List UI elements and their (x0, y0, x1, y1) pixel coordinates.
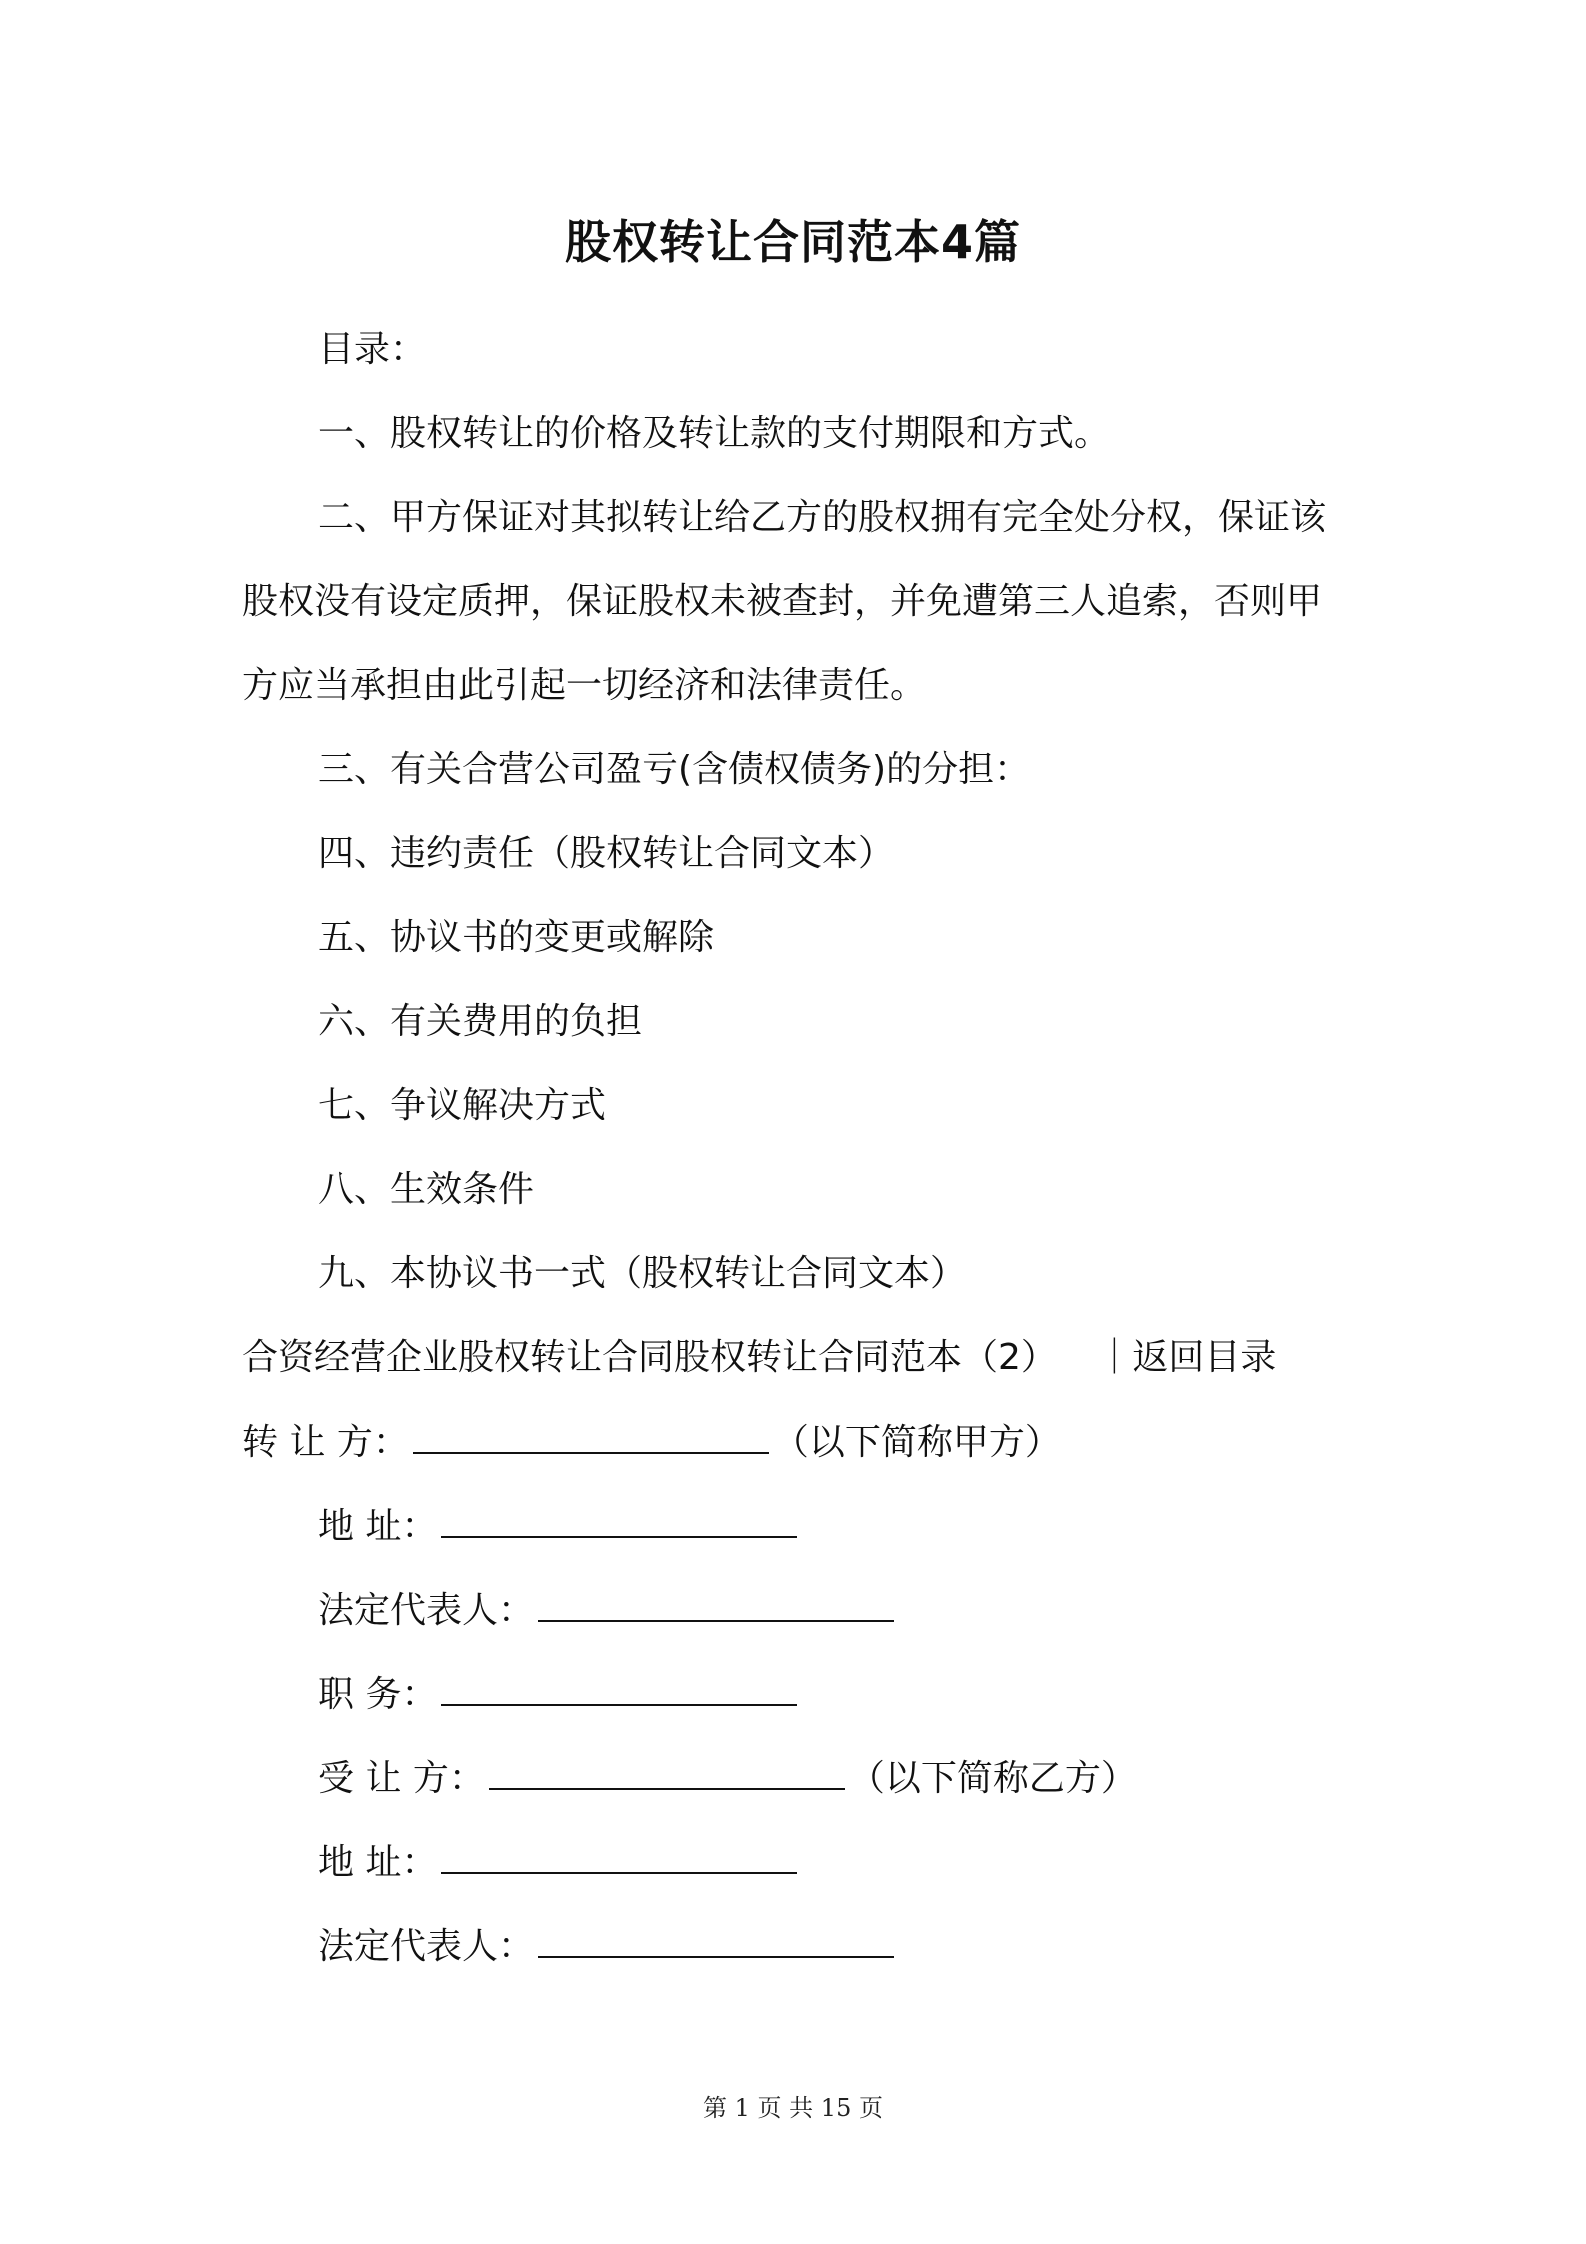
transferor-legal-rep-blank[interactable] (538, 1586, 894, 1622)
transferee-legal-rep-label: 法定代表人： (318, 1926, 535, 1967)
position-label: 职 务： (318, 1674, 438, 1715)
transferee-suffix: （以下简称乙方） (848, 1758, 1137, 1799)
transferee-blank[interactable] (489, 1754, 845, 1790)
transferee-legal-rep-blank[interactable] (538, 1922, 894, 1958)
transferor-suffix: （以下简称甲方） (772, 1422, 1061, 1463)
toc-item-7: 七、争议解决方式 (318, 1085, 607, 1126)
position-blank[interactable] (441, 1670, 797, 1706)
toc-item-9: 九、本协议书一式（股权转让合同文本） (318, 1253, 967, 1294)
toc-item-4: 四、违约责任（股权转让合同文本） (318, 833, 895, 874)
transferor-label: 转 让 方： (242, 1422, 409, 1463)
toc-item-2-cont-2: 方应当承担由此引起一切经济和法律责任。 (242, 665, 927, 706)
toc-item-8: 八、生效条件 (318, 1169, 535, 1210)
toc-item-5: 五、协议书的变更或解除 (318, 917, 715, 958)
document-title: 股权转让合同范本4篇 (564, 215, 1021, 269)
toc-item-6: 六、有关费用的负担 (318, 1001, 643, 1042)
page-number-footer: 第 1 页 共 15 页 (703, 2094, 883, 2122)
transferor-address-row (318, 1502, 801, 1551)
transferee-label: 受 让 方： (318, 1758, 485, 1799)
transferor-legal-rep-row (318, 1586, 898, 1635)
transferor-address-blank[interactable] (441, 1502, 797, 1538)
transferor-row (242, 1418, 1061, 1467)
toc-item-3: 三、有关合营公司盈亏(含债权债务)的分担： (318, 749, 1031, 790)
transferor-address-label: 地 址： (318, 1506, 438, 1547)
transferor-legal-rep-label: 法定代表人： (318, 1590, 535, 1631)
section-heading-row (242, 1334, 1276, 1382)
toc-item-2-cont-1: 股权没有设定质押，保证股权未被查封，并免遭第三人追索，否则甲 (242, 581, 1323, 622)
transferee-row (318, 1754, 1137, 1803)
transferee-address-blank[interactable] (441, 1838, 797, 1874)
transferee-address-row (318, 1838, 801, 1887)
toc-heading: 目录： (318, 329, 427, 370)
transferee-legal-rep-row (318, 1922, 898, 1971)
section-heading: 合资经营企业股权转让合同股权转让合同范本（2） (242, 1337, 1057, 1378)
transferor-blank[interactable] (413, 1418, 769, 1454)
toc-item-1: 一、股权转让的价格及转让款的支付期限和方式。 (318, 413, 1111, 454)
position-row (318, 1670, 801, 1719)
transferee-address-label: 地 址： (318, 1842, 438, 1883)
toc-item-2: 二、甲方保证对其拟转让给乙方的股权拥有完全处分权，保证该 (318, 497, 1327, 538)
back-to-toc-link[interactable]: ｜返回目录 (1096, 1337, 1277, 1378)
